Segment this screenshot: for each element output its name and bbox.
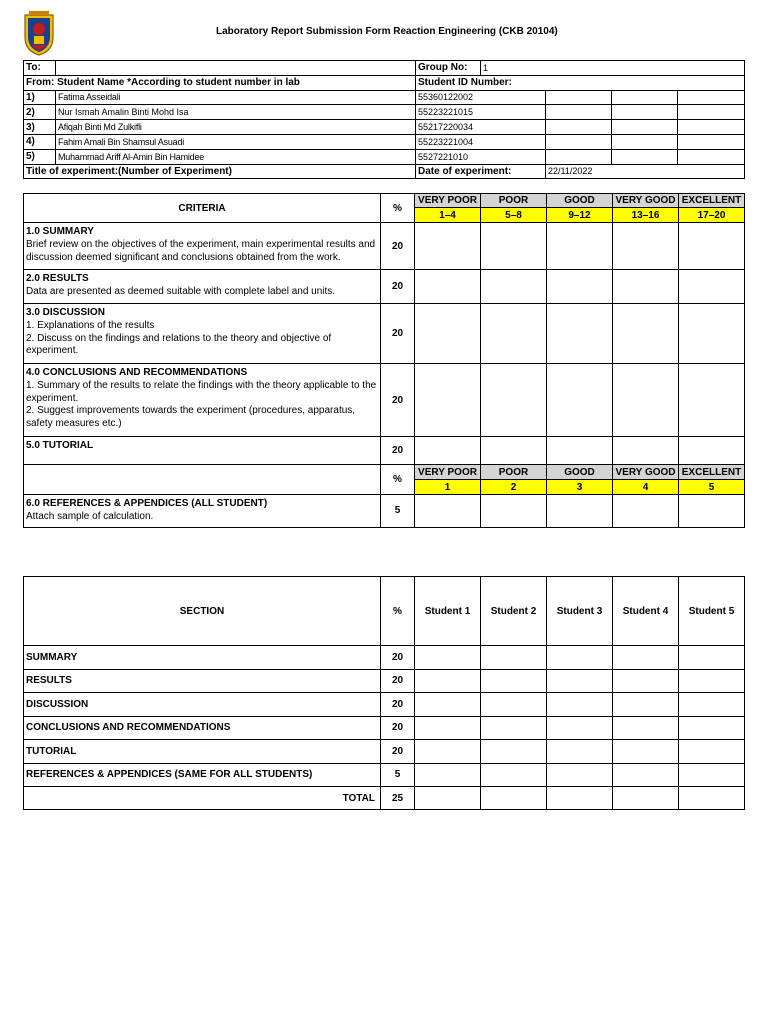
criteria-cell — [24, 437, 381, 465]
score-cell[interactable] — [679, 364, 745, 437]
total-cell[interactable] — [547, 787, 613, 810]
student-id-field[interactable]: 55217220034 — [416, 120, 546, 135]
criteria-heading: 5.0 TUTORIAL — [26, 440, 94, 451]
criteria-row — [24, 223, 745, 270]
score-cell[interactable] — [613, 669, 679, 693]
total-cell[interactable] — [613, 787, 679, 810]
section-label: RESULTS — [24, 669, 381, 693]
blank-cell — [678, 105, 745, 120]
section-percent: 20 — [381, 716, 415, 740]
score-cell[interactable] — [679, 646, 745, 670]
date-field[interactable]: 22/11/2022 — [546, 164, 745, 179]
section-percent: 20 — [381, 740, 415, 764]
score-poor: 2 — [481, 480, 547, 495]
score-cell[interactable] — [415, 693, 481, 717]
section-label: TUTORIAL — [24, 740, 381, 764]
score-cell[interactable] — [481, 304, 547, 364]
level-excellent: EXCELLENT — [679, 465, 745, 480]
score-cell[interactable] — [679, 740, 745, 764]
section-percent: 20 — [381, 646, 415, 670]
score-cell[interactable] — [415, 716, 481, 740]
score-cell[interactable] — [547, 693, 613, 717]
student-5-header: Student 5 — [679, 577, 745, 646]
group-no-field[interactable]: 1 — [481, 61, 745, 76]
score-cell[interactable] — [547, 270, 613, 304]
score-cell[interactable] — [481, 716, 547, 740]
student-info-table — [23, 60, 745, 179]
score-very-poor: 1 — [415, 480, 481, 495]
student-name-field[interactable]: Afiqah Binti Md Zulkifli — [56, 120, 416, 135]
level-good: GOOD — [547, 194, 613, 208]
criteria-description: Attach sample of calculation. — [26, 510, 154, 522]
group-no-label: Group No: — [416, 61, 481, 76]
score-cell[interactable] — [679, 304, 745, 364]
student-name-field[interactable]: Muhammad Ariff Al-Amin Bin Hamidee — [56, 149, 416, 164]
student-id-field[interactable]: 55223221004 — [416, 134, 546, 149]
score-cell[interactable] — [679, 693, 745, 717]
blank-cell — [546, 105, 612, 120]
criteria-row — [24, 437, 745, 465]
score-very-good: 4 — [613, 480, 679, 495]
score-cell[interactable] — [613, 223, 679, 270]
criteria-row — [24, 270, 745, 304]
score-cell[interactable] — [613, 740, 679, 764]
score-cell[interactable] — [679, 495, 745, 528]
total-row — [24, 787, 745, 810]
criteria-percent: 20 — [381, 364, 415, 437]
score-cell[interactable] — [679, 716, 745, 740]
score-cell[interactable] — [481, 669, 547, 693]
score-cell[interactable] — [679, 437, 745, 465]
score-cell[interactable] — [415, 495, 481, 528]
blank-cell — [546, 134, 612, 149]
score-cell[interactable] — [415, 646, 481, 670]
range-poor: 5–8 — [481, 208, 547, 223]
blank-cell — [24, 465, 381, 495]
blank-cell — [612, 90, 678, 105]
score-cell[interactable] — [481, 495, 547, 528]
level-very-poor: VERY POOR — [415, 465, 481, 480]
blank-cell — [678, 120, 745, 135]
score-cell[interactable] — [481, 270, 547, 304]
score-cell[interactable] — [547, 669, 613, 693]
blank-cell — [678, 134, 745, 149]
student-1-header: Student 1 — [415, 577, 481, 646]
criteria-percent: 20 — [381, 270, 415, 304]
score-cell[interactable] — [547, 304, 613, 364]
score-cell[interactable] — [415, 223, 481, 270]
criteria-row — [24, 364, 745, 437]
criteria-heading: 4.0 CONCLUSIONS AND RECOMMENDATIONS — [26, 367, 248, 378]
criteria-percent: 20 — [381, 223, 415, 270]
score-cell[interactable] — [613, 437, 679, 465]
score-cell[interactable] — [613, 495, 679, 528]
score-cell[interactable] — [415, 270, 481, 304]
score-cell[interactable] — [613, 364, 679, 437]
student-id-label: Student ID Number: — [416, 75, 745, 90]
student-id-field[interactable]: 55360122002 — [416, 90, 546, 105]
section-row — [24, 669, 745, 693]
criteria-heading: 2.0 RESULTS — [26, 273, 89, 284]
score-cell[interactable] — [415, 364, 481, 437]
criteria-description: 2. Suggest improvements towards the experiment (procedures, apparatus, safety measures etc.) — [26, 405, 356, 430]
to-field[interactable] — [56, 61, 416, 76]
grading-rubric-table — [23, 193, 745, 528]
score-excellent: 5 — [679, 480, 745, 495]
criteria-cell — [24, 364, 381, 437]
section-score-table — [23, 576, 745, 810]
score-cell[interactable] — [481, 693, 547, 717]
student-name-field[interactable]: Fatima Asseidali — [56, 90, 416, 105]
total-cell[interactable] — [415, 787, 481, 810]
score-cell[interactable] — [613, 693, 679, 717]
section-row — [24, 646, 745, 670]
level-very-good: VERY GOOD — [613, 194, 679, 208]
total-label: TOTAL — [24, 787, 381, 810]
student-row — [24, 134, 745, 149]
total-cell[interactable] — [481, 787, 547, 810]
blank-cell — [678, 149, 745, 164]
section-label: DISCUSSION — [24, 693, 381, 717]
score-cell[interactable] — [415, 437, 481, 465]
score-cell[interactable] — [679, 223, 745, 270]
score-cell[interactable] — [481, 740, 547, 764]
score-cell[interactable] — [415, 304, 481, 364]
score-cell[interactable] — [481, 364, 547, 437]
score-cell[interactable] — [481, 763, 547, 787]
total-cell[interactable] — [679, 787, 745, 810]
student-2-header: Student 2 — [481, 577, 547, 646]
criteria-percent: 5 — [381, 495, 415, 528]
score-cell[interactable] — [481, 223, 547, 270]
score-good: 3 — [547, 480, 613, 495]
student-4-header: Student 4 — [613, 577, 679, 646]
student-number: 2) — [24, 105, 56, 120]
section-row — [24, 693, 745, 717]
blank-cell — [612, 120, 678, 135]
section-label: SUMMARY — [24, 646, 381, 670]
student-name-field[interactable]: Fahim Amali Bin Shamsul Asuadi — [56, 134, 416, 149]
criteria-row — [24, 495, 745, 528]
score-cell[interactable] — [481, 646, 547, 670]
score-cell[interactable] — [547, 223, 613, 270]
score-cell[interactable] — [547, 437, 613, 465]
score-cell[interactable] — [613, 646, 679, 670]
criteria-description: 2. Discuss on the findings and relations to the theory and objective of experiment. — [26, 332, 332, 357]
score-cell[interactable] — [679, 763, 745, 787]
blank-cell — [612, 149, 678, 164]
percent-header: % — [381, 577, 415, 646]
date-label: Date of experiment: — [416, 164, 546, 179]
score-cell[interactable] — [415, 740, 481, 764]
to-label: To: — [24, 61, 56, 76]
section-label: CONCLUSIONS AND RECOMMENDATIONS — [24, 716, 381, 740]
section-header: SECTION — [24, 577, 381, 646]
student-3-header: Student 3 — [547, 577, 613, 646]
level-very-poor: VERY POOR — [415, 194, 481, 208]
blank-cell — [612, 105, 678, 120]
score-cell[interactable] — [547, 740, 613, 764]
level-good: GOOD — [547, 465, 613, 480]
criteria-cell — [24, 304, 381, 364]
score-cell[interactable] — [415, 669, 481, 693]
level-excellent: EXCELLENT — [679, 194, 745, 208]
criteria-heading: 3.0 DISCUSSION — [26, 307, 105, 318]
criteria-cell — [24, 223, 381, 270]
student-number: 3) — [24, 120, 56, 135]
form-title: Laboratory Report Submission Form Reaction Engineering (CKB 20104) — [216, 26, 558, 37]
range-good: 9–12 — [547, 208, 613, 223]
experiment-title-label: Title of experiment:(Number of Experiment) — [24, 164, 416, 179]
section-percent: 5 — [381, 763, 415, 787]
criteria-heading: 1.0 SUMMARY — [26, 226, 94, 237]
student-number: 4) — [24, 134, 56, 149]
score-cell[interactable] — [547, 763, 613, 787]
student-id-field[interactable]: 55223221015 — [416, 105, 546, 120]
student-number: 1) — [24, 90, 56, 105]
total-percent: 25 — [381, 787, 415, 810]
student-row — [24, 120, 745, 135]
percent-header: % — [381, 194, 415, 223]
score-cell[interactable] — [547, 716, 613, 740]
student-number: 5) — [24, 149, 56, 164]
level-very-good: VERY GOOD — [613, 465, 679, 480]
score-cell[interactable] — [613, 763, 679, 787]
score-cell[interactable] — [679, 669, 745, 693]
criteria-description: Data are presented as deemed suitable with complete label and units. — [26, 285, 336, 297]
range-very-poor: 1–4 — [415, 208, 481, 223]
blank-cell — [678, 90, 745, 105]
university-crest-logo — [23, 9, 55, 57]
criteria-row — [24, 304, 745, 364]
score-cell[interactable] — [481, 437, 547, 465]
section-label: REFERENCES & APPENDICES (SAME FOR ALL STUDENTS) — [24, 763, 381, 787]
criteria-cell — [24, 495, 381, 528]
blank-cell — [546, 120, 612, 135]
criteria-heading: 6.0 REFERENCES & APPENDICES (ALL STUDENT) — [26, 498, 268, 509]
criteria-cell — [24, 270, 381, 304]
score-cell[interactable] — [547, 646, 613, 670]
score-cell[interactable] — [415, 763, 481, 787]
blank-cell — [546, 149, 612, 164]
from-label: From: Student Name *According to student number in lab — [24, 75, 416, 90]
section-row — [24, 763, 745, 787]
range-very-good: 13–16 — [613, 208, 679, 223]
student-row — [24, 90, 745, 105]
score-cell[interactable] — [679, 270, 745, 304]
percent-header: % — [381, 465, 415, 495]
blank-cell — [546, 90, 612, 105]
student-row — [24, 105, 745, 120]
student-id-field[interactable]: 5527221010 — [416, 149, 546, 164]
criteria-percent: 20 — [381, 437, 415, 465]
score-cell[interactable] — [613, 304, 679, 364]
section-row — [24, 716, 745, 740]
student-name-field[interactable]: Nur Ismah Amalin Binti Mohd Isa — [56, 105, 416, 120]
level-poor: POOR — [481, 194, 547, 208]
criteria-description: Brief review on the objectives of the experiment, main experimental results and discussion deemed significant and conclusions obtained from the work. — [26, 238, 376, 263]
criteria-description: 1. Summary of the results to relate the findings with the theory applicable to the experiment. — [26, 379, 377, 404]
section-percent: 20 — [381, 693, 415, 717]
criteria-percent: 20 — [381, 304, 415, 364]
range-excellent: 17–20 — [679, 208, 745, 223]
section-percent: 20 — [381, 669, 415, 693]
score-cell[interactable] — [613, 270, 679, 304]
blank-cell — [612, 134, 678, 149]
criteria-description: 1. Explanations of the results — [26, 319, 155, 331]
section-row — [24, 740, 745, 764]
criteria-header: CRITERIA — [24, 194, 381, 223]
student-row — [24, 149, 745, 164]
score-cell[interactable] — [547, 364, 613, 437]
score-cell[interactable] — [613, 716, 679, 740]
level-poor: POOR — [481, 465, 547, 480]
score-cell[interactable] — [547, 495, 613, 528]
